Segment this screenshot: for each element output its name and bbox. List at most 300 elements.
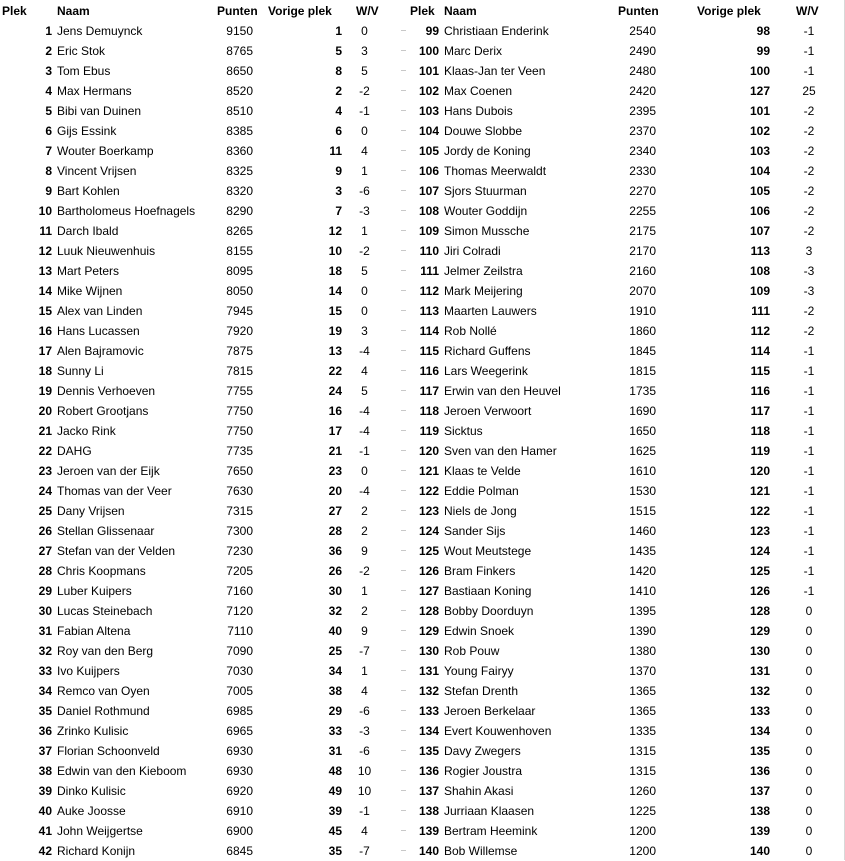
left-vorige-plek-cell: 4 [335, 104, 342, 118]
left-punten-cell: 7945 [226, 304, 253, 318]
column-separator [401, 150, 406, 151]
left-naam-cell: John Weijgertse [57, 824, 143, 838]
left-vorige-plek-cell: 12 [328, 224, 342, 238]
left-plek-cell: 23 [38, 464, 52, 478]
left-punten-cell: 6845 [226, 844, 253, 858]
right-vorige-plek-cell: 121 [749, 484, 770, 498]
right-plek-cell: 109 [418, 224, 439, 238]
table-row [0, 481, 845, 501]
left-vorige-plek-cell: 20 [328, 484, 342, 498]
right-wv-cell: -2 [803, 184, 815, 198]
left-naam-cell: Richard Konijn [57, 844, 136, 858]
right-punten-cell: 1815 [629, 364, 656, 378]
left-plek-cell: 3 [45, 64, 52, 78]
ranking-rows [0, 21, 845, 861]
right-wv-cell: 25 [802, 84, 816, 98]
left-naam-cell: Daniel Rothmund [57, 704, 150, 718]
left-punten-cell: 6930 [226, 764, 253, 778]
left-punten-cell: 7315 [226, 504, 253, 518]
right-vorige-plek-cell: 109 [749, 284, 770, 298]
right-vorige-plek-cell: 100 [749, 64, 770, 78]
right-plek-cell: 115 [419, 344, 439, 358]
right-punten-cell: 2160 [629, 264, 656, 278]
left-punten-cell: 7815 [226, 364, 253, 378]
right-naam-cell: Sicktus [444, 424, 483, 438]
left-wv-cell: 5 [361, 384, 368, 398]
table-row [0, 461, 845, 481]
right-vorige-plek-cell: 122 [749, 504, 770, 518]
left-naam-cell: Dinko Kulisic [57, 784, 126, 798]
right-wv-cell: -2 [803, 304, 815, 318]
left-wv-cell: 1 [361, 664, 368, 678]
table-row [0, 621, 845, 641]
table-row [0, 181, 845, 201]
column-separator [401, 590, 406, 591]
left-punten-cell: 7110 [227, 624, 253, 638]
column-separator [401, 770, 406, 771]
left-punten-cell: 7735 [226, 444, 253, 458]
table-row [0, 101, 845, 121]
right-naam-cell: Maarten Lauwers [444, 304, 537, 318]
table-row [0, 161, 845, 181]
column-separator [401, 570, 406, 571]
right-naam-cell: Bertram Heemink [444, 824, 538, 838]
left-punten-cell: 7650 [226, 464, 253, 478]
header-plek-left: Plek [2, 4, 27, 18]
table-row [0, 121, 845, 141]
right-vorige-plek-cell: 137 [749, 784, 770, 798]
left-wv-cell: 5 [361, 64, 368, 78]
column-separator [401, 250, 406, 251]
left-plek-cell: 26 [38, 524, 52, 538]
right-wv-cell: 0 [805, 744, 813, 758]
left-vorige-plek-cell: 22 [328, 364, 342, 378]
left-naam-cell: Auke Joosse [57, 804, 126, 818]
right-plek-cell: 126 [418, 564, 439, 578]
left-naam-cell: Ivo Kuijpers [57, 664, 120, 678]
left-plek-cell: 18 [38, 364, 52, 378]
table-row [0, 801, 845, 821]
left-naam-cell: Jeroen van der Eijk [57, 464, 160, 478]
right-vorige-plek-cell: 136 [749, 764, 770, 778]
right-wv-cell: 0 [805, 664, 813, 678]
left-naam-cell: Dany Vrijsen [57, 504, 125, 518]
left-wv-cell: -6 [359, 704, 370, 718]
left-punten-cell: 7205 [226, 564, 253, 578]
right-naam-cell: Niels de Jong [444, 504, 517, 518]
right-vorige-plek-cell: 127 [749, 84, 770, 98]
left-vorige-plek-cell: 5 [335, 44, 342, 58]
right-plek-cell: 110 [419, 244, 439, 258]
right-plek-cell: 135 [418, 744, 439, 758]
left-vorige-plek-cell: 49 [328, 784, 342, 798]
right-naam-cell: Young Fairyy [444, 664, 514, 678]
left-vorige-plek-cell: 1 [335, 24, 342, 38]
left-naam-cell: Zrinko Kulisic [57, 724, 129, 738]
left-wv-cell: 4 [361, 144, 368, 158]
right-plek-cell: 137 [418, 784, 439, 798]
left-wv-cell: 4 [361, 684, 368, 698]
right-naam-cell: Eddie Polman [444, 484, 519, 498]
right-naam-cell: Sven van den Hamer [444, 444, 557, 458]
right-naam-cell: Bob Willemse [444, 844, 518, 858]
left-plek-cell: 36 [38, 724, 52, 738]
left-naam-cell: Eric Stok [57, 44, 106, 58]
right-naam-cell: Rob Pouw [444, 644, 500, 658]
right-vorige-plek-cell: 101 [749, 104, 770, 118]
right-naam-cell: Douwe Slobbe [444, 124, 523, 138]
right-punten-cell: 1460 [629, 524, 656, 538]
table-row [0, 741, 845, 761]
right-plek-cell: 112 [419, 284, 439, 298]
right-wv-cell: 0 [805, 724, 813, 738]
left-wv-cell: 0 [361, 304, 368, 318]
left-naam-cell: Edwin van den Kieboom [57, 764, 187, 778]
right-punten-cell: 1515 [629, 504, 656, 518]
left-naam-cell: Sunny Li [57, 364, 104, 378]
right-naam-cell: Evert Kouwenhoven [444, 724, 552, 738]
left-plek-cell: 14 [38, 284, 52, 298]
column-separator [401, 650, 406, 651]
column-separator [401, 850, 406, 851]
right-vorige-plek-cell: 106 [749, 204, 770, 218]
right-plek-cell: 107 [418, 184, 439, 198]
left-vorige-plek-cell: 36 [328, 544, 342, 558]
right-punten-cell: 1690 [629, 404, 656, 418]
right-plek-cell: 123 [418, 504, 439, 518]
left-plek-cell: 2 [45, 44, 52, 58]
table-row [0, 501, 845, 521]
right-wv-cell: -1 [803, 344, 815, 358]
left-plek-cell: 35 [38, 704, 52, 718]
right-wv-cell: -1 [803, 464, 815, 478]
right-plek-cell: 128 [418, 604, 439, 618]
table-row [0, 421, 845, 441]
left-plek-cell: 11 [39, 224, 52, 238]
right-plek-cell: 134 [418, 724, 439, 738]
left-plek-cell: 16 [38, 324, 52, 338]
right-plek-cell: 124 [418, 524, 439, 538]
left-vorige-plek-cell: 3 [335, 184, 342, 198]
column-separator [401, 830, 406, 831]
right-plek-cell: 140 [418, 844, 439, 858]
left-naam-cell: Jens Demuynck [57, 24, 143, 38]
right-naam-cell: Shahin Akasi [444, 784, 514, 798]
left-punten-cell: 8155 [226, 244, 253, 258]
left-wv-cell: 0 [361, 124, 368, 138]
right-wv-cell: -1 [803, 504, 815, 518]
column-separator [401, 630, 406, 631]
column-separator [401, 730, 406, 731]
right-vorige-plek-cell: 104 [749, 164, 770, 178]
right-wv-cell: 0 [805, 824, 813, 838]
right-naam-cell: Jiri Colradi [444, 244, 501, 258]
right-plek-cell: 133 [418, 704, 439, 718]
right-punten-cell: 2490 [629, 44, 656, 58]
left-wv-cell: 10 [357, 784, 372, 798]
right-wv-cell: -1 [803, 384, 815, 398]
right-wv-cell: -1 [803, 364, 815, 378]
left-vorige-plek-cell: 7 [335, 204, 342, 218]
column-separator [401, 50, 406, 51]
left-naam-cell: Wouter Boerkamp [57, 144, 154, 158]
header-wv-left: W/V [356, 4, 379, 18]
column-separator [401, 230, 406, 231]
right-punten-cell: 1625 [629, 444, 656, 458]
column-separator [401, 90, 406, 91]
left-vorige-plek-cell: 19 [328, 324, 342, 338]
right-punten-cell: 1410 [629, 584, 656, 598]
right-naam-cell: Richard Guffens [444, 344, 531, 358]
left-naam-cell: DAHG [57, 444, 92, 458]
right-wv-cell: 0 [805, 644, 813, 658]
table-row [0, 221, 845, 241]
table-row [0, 781, 845, 801]
left-plek-cell: 21 [38, 424, 52, 438]
left-punten-cell: 7090 [226, 644, 253, 658]
right-wv-cell: -2 [803, 164, 815, 178]
table-row [0, 361, 845, 381]
left-vorige-plek-cell: 31 [328, 744, 342, 758]
left-punten-cell: 7005 [226, 684, 253, 698]
column-separator [401, 70, 406, 71]
table-row [0, 61, 845, 81]
left-plek-cell: 33 [38, 664, 52, 678]
left-plek-cell: 32 [38, 644, 52, 658]
left-wv-cell: -4 [359, 424, 370, 438]
left-punten-cell: 7920 [226, 324, 253, 338]
left-punten-cell: 6920 [226, 784, 253, 798]
left-wv-cell: 9 [361, 544, 368, 558]
left-plek-cell: 38 [38, 764, 52, 778]
left-wv-cell: -6 [359, 184, 370, 198]
table-row [0, 281, 845, 301]
left-naam-cell: Bartholomeus Hoefnagels [57, 204, 196, 218]
right-punten-cell: 1420 [629, 564, 656, 578]
right-vorige-plek-cell: 129 [749, 624, 770, 638]
left-vorige-plek-cell: 9 [335, 164, 342, 178]
right-wv-cell: -1 [803, 404, 815, 418]
column-separator [401, 450, 406, 451]
right-punten-cell: 2330 [629, 164, 656, 178]
left-plek-cell: 24 [38, 484, 52, 498]
right-punten-cell: 1530 [629, 484, 656, 498]
left-vorige-plek-cell: 34 [328, 664, 342, 678]
left-plek-cell: 37 [38, 744, 52, 758]
left-punten-cell: 8290 [226, 204, 253, 218]
left-punten-cell: 8385 [226, 124, 253, 138]
left-plek-cell: 28 [38, 564, 52, 578]
right-plek-cell: 100 [418, 44, 439, 58]
left-plek-cell: 42 [38, 844, 52, 858]
right-plek-cell: 111 [420, 264, 439, 278]
table-row [0, 401, 845, 421]
right-wv-cell: -2 [803, 204, 815, 218]
right-vorige-plek-cell: 124 [749, 544, 770, 558]
left-punten-cell: 8360 [226, 144, 253, 158]
right-punten-cell: 1910 [629, 304, 656, 318]
right-naam-cell: Marc Derix [444, 44, 503, 58]
left-vorige-plek-cell: 30 [328, 584, 342, 598]
column-separator [401, 410, 406, 411]
column-separator [401, 270, 406, 271]
right-naam-cell: Jordy de Koning [444, 144, 531, 158]
column-separator [401, 490, 406, 491]
left-punten-cell: 8520 [226, 84, 253, 98]
right-punten-cell: 1435 [629, 544, 656, 558]
right-vorige-plek-cell: 102 [749, 124, 770, 138]
left-naam-cell: Jacko Rink [57, 424, 116, 438]
right-plek-cell: 118 [419, 404, 439, 418]
left-vorige-plek-cell: 48 [328, 764, 342, 778]
table-row [0, 21, 845, 41]
left-plek-cell: 1 [45, 24, 52, 38]
right-naam-cell: Simon Mussche [444, 224, 530, 238]
header-naam-left: Naam [57, 4, 90, 18]
right-punten-cell: 1735 [629, 384, 656, 398]
right-wv-cell: 0 [805, 784, 813, 798]
right-plek-cell: 116 [419, 364, 439, 378]
left-wv-cell: -4 [359, 404, 370, 418]
right-plek-cell: 127 [418, 584, 439, 598]
right-punten-cell: 1315 [629, 764, 656, 778]
left-naam-cell: Darch Ibald [57, 224, 119, 238]
right-punten-cell: 1365 [629, 684, 656, 698]
left-vorige-plek-cell: 26 [328, 564, 342, 578]
left-vorige-plek-cell: 18 [328, 264, 342, 278]
left-plek-cell: 5 [45, 104, 52, 118]
table-row [0, 641, 845, 661]
left-plek-cell: 6 [45, 124, 52, 138]
column-separator [401, 750, 406, 751]
right-naam-cell: Bobby Doorduyn [444, 604, 534, 618]
right-vorige-plek-cell: 134 [749, 724, 770, 738]
column-separator [401, 170, 406, 171]
right-plek-cell: 125 [418, 544, 439, 558]
column-separator [401, 470, 406, 471]
left-naam-cell: Luuk Nieuwenhuis [57, 244, 156, 258]
column-separator [401, 210, 406, 211]
left-plek-cell: 15 [38, 304, 52, 318]
right-plek-cell: 108 [418, 204, 439, 218]
column-separator [401, 810, 406, 811]
left-punten-cell: 7630 [226, 484, 253, 498]
right-punten-cell: 2340 [629, 144, 656, 158]
column-separator [401, 30, 406, 31]
left-vorige-plek-cell: 16 [328, 404, 342, 418]
left-wv-cell: 0 [361, 284, 368, 298]
right-wv-cell: -1 [803, 444, 815, 458]
right-plek-cell: 104 [418, 124, 439, 138]
left-vorige-plek-cell: 39 [328, 804, 342, 818]
right-naam-cell: Stefan Drenth [444, 684, 519, 698]
left-wv-cell: -7 [359, 644, 370, 658]
table-row [0, 761, 845, 781]
right-wv-cell: 0 [805, 704, 813, 718]
table-row [0, 341, 845, 361]
right-vorige-plek-cell: 112 [750, 324, 770, 338]
right-plek-cell: 130 [418, 644, 439, 658]
right-naam-cell: Sander Sijs [444, 524, 506, 538]
left-vorige-plek-cell: 21 [328, 444, 342, 458]
right-vorige-plek-cell: 135 [749, 744, 770, 758]
right-naam-cell: Max Coenen [444, 84, 513, 98]
column-separator [401, 510, 406, 511]
left-vorige-plek-cell: 35 [328, 844, 342, 858]
left-wv-cell: 5 [361, 264, 368, 278]
table-row [0, 661, 845, 681]
right-vorige-plek-cell: 133 [749, 704, 770, 718]
column-separator [401, 350, 406, 351]
header-punten-left: Punten [217, 4, 258, 18]
left-vorige-plek-cell: 17 [328, 424, 342, 438]
right-naam-cell: Lars Weegerink [444, 364, 528, 378]
left-plek-cell: 20 [38, 404, 52, 418]
left-naam-cell: Fabian Altena [57, 624, 131, 638]
column-separator [401, 390, 406, 391]
left-punten-cell: 7750 [226, 404, 253, 418]
left-wv-cell: 3 [361, 44, 368, 58]
right-wv-cell: -3 [803, 264, 815, 278]
table-row [0, 561, 845, 581]
right-punten-cell: 1380 [629, 644, 656, 658]
right-wv-cell: 0 [805, 684, 813, 698]
right-naam-cell: Rogier Joustra [444, 764, 523, 778]
left-vorige-plek-cell: 25 [328, 644, 342, 658]
right-wv-cell: -2 [803, 104, 815, 118]
left-punten-cell: 7030 [226, 664, 253, 678]
right-wv-cell: -2 [803, 124, 815, 138]
right-vorige-plek-cell: 131 [749, 664, 770, 678]
right-vorige-plek-cell: 132 [749, 684, 770, 698]
right-wv-cell: -1 [803, 44, 815, 58]
left-punten-cell: 8095 [226, 264, 253, 278]
left-plek-cell: 29 [38, 584, 52, 598]
right-wv-cell: -1 [803, 524, 815, 538]
left-wv-cell: -3 [359, 204, 370, 218]
table-row [0, 841, 845, 861]
right-vorige-plek-cell: 128 [749, 604, 770, 618]
right-wv-cell: -1 [803, 484, 815, 498]
table-row [0, 681, 845, 701]
right-naam-cell: Wout Meutstege [444, 544, 532, 558]
right-plek-cell: 114 [419, 324, 439, 338]
left-wv-cell: 1 [361, 224, 368, 238]
left-punten-cell: 6985 [226, 704, 253, 718]
left-plek-cell: 19 [38, 384, 52, 398]
right-wv-cell: -1 [803, 24, 815, 38]
right-plek-cell: 129 [418, 624, 439, 638]
right-vorige-plek-cell: 126 [749, 584, 770, 598]
left-wv-cell: 2 [361, 504, 368, 518]
right-plek-cell: 102 [418, 84, 439, 98]
left-vorige-plek-cell: 29 [328, 704, 342, 718]
right-plek-cell: 117 [419, 384, 439, 398]
left-plek-cell: 13 [38, 264, 52, 278]
left-naam-cell: Mike Wijnen [57, 284, 123, 298]
right-naam-cell: Davy Zwegers [444, 744, 521, 758]
left-wv-cell: -1 [359, 804, 370, 818]
right-punten-cell: 1390 [629, 624, 656, 638]
right-wv-cell: 0 [805, 764, 813, 778]
left-punten-cell: 7875 [226, 344, 253, 358]
table-row [0, 441, 845, 461]
header-naam-right: Naam [444, 4, 477, 18]
left-punten-cell: 8650 [226, 64, 253, 78]
right-naam-cell: Klaas te Velde [444, 464, 521, 478]
right-plek-cell: 119 [419, 424, 439, 438]
right-vorige-plek-cell: 125 [749, 564, 770, 578]
